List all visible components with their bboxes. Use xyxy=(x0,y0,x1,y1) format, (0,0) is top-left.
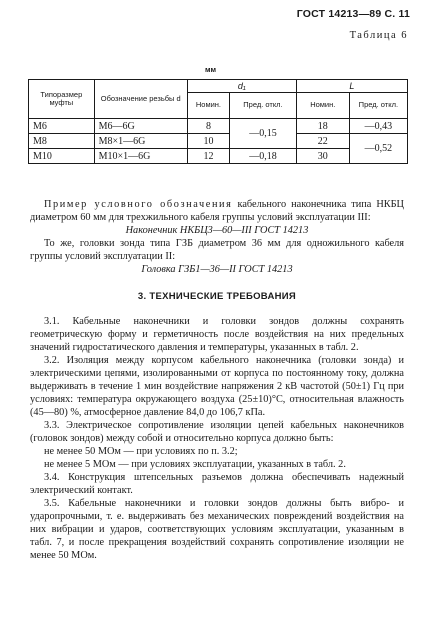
header-thread: Обозначение резьбы d xyxy=(94,80,187,119)
header-d1-tol: Пред. откл. xyxy=(230,93,297,119)
section-title: 3. ТЕХНИЧЕСКИЕ ТРЕБОВАНИЯ xyxy=(137,291,297,302)
cell-L-nom: 18 xyxy=(296,119,349,134)
cell-L-tol-merged: —0,52 xyxy=(349,134,407,164)
cell-size: М10 xyxy=(29,149,95,164)
header-L-tol: Пред. откл. xyxy=(349,93,407,119)
document-body xyxy=(30,198,404,562)
cell-L-nom: 30 xyxy=(296,149,349,164)
example-label: Наконечник НКБЦ3—60—III ГОСТ 14213 xyxy=(125,225,309,236)
table-row xyxy=(29,134,408,149)
spec-table xyxy=(28,79,408,164)
paragraph-3-3-a: не менее 50 МОм — при условиях по п. 3.2; xyxy=(44,446,238,457)
example-text: кабельного наконечника типа НКБЦ диаметром 60 мм для трехжильного кабеля группы условий эксплуатации III: xyxy=(30,199,404,223)
cell-d1-nom: 8 xyxy=(187,119,229,134)
example-heading: Пример условного обозначения xyxy=(44,199,233,210)
header-d1-nom: Номин. xyxy=(187,93,229,119)
cell-d1-tol: —0,18 xyxy=(230,149,297,164)
table-units: мм xyxy=(205,65,217,74)
paragraph-3-2: 3.2. Изоляция между корпусом кабельного наконечника (головки зонда) и электрическими цепями, изолированными от корпуса по постоянному току, должна выдерживать в течение 1 мин воздействие напряжения 2 кВ частотой (50±1) Гц при условиях: температура окружающего воздуха (25±10)°С, относительная влажность (45—80) %, атмосферное давление 84,0 до 106,7 кПа. xyxy=(30,355,404,418)
header-L: L xyxy=(296,80,407,93)
cell-size: М6 xyxy=(29,119,95,134)
cell-thread: М10×1—6G xyxy=(94,149,187,164)
cell-L-tol: —0,43 xyxy=(349,119,407,134)
paragraph-3-1: 3.1. Кабельные наконечники и головки зондов должны сохранять геометрическую форму и герметичность после воздействия на них предельных значений гидростатического давления и температуры, указанных в табл. 2. xyxy=(30,316,404,353)
paragraph-3-4: 3.4. Конструкция штепсельных разъемов должна обеспечивать надежный электрический контакт. xyxy=(30,472,404,496)
header-d1: d₁ xyxy=(187,80,296,93)
paragraph-3-5: 3.5. Кабельные наконечники и головки зондов должны быть вибро- и ударопрочными, т. е. выдерживать без механических повреждений воздействия на них вибрации и ударов, соответствующих условиям эксплуатации, указанным в табл. 7, и после прекращения воздействий сохранять сопротивление изоляции не менее 50 МОм. xyxy=(30,498,404,561)
header-size: Типоразмер муфты xyxy=(29,80,95,119)
paragraph-3-3: 3.3. Электрическое сопротивление изоляции цепей кабельных наконечников (головок зондов) между собой и относительно корпуса должно быть: xyxy=(30,420,404,444)
cell-thread: М6—6G xyxy=(94,119,187,134)
cell-d1-nom: 10 xyxy=(187,134,229,149)
cell-size: М8 xyxy=(29,134,95,149)
cell-L-nom: 22 xyxy=(296,134,349,149)
paragraph-3-3-b: не менее 5 МОм — при условиях эксплуатации, указанных в табл. 2. xyxy=(44,459,346,470)
same-label: Головка ГЗБ1—36—II ГОСТ 14213 xyxy=(141,264,293,275)
header-L-nom: Номин. xyxy=(296,93,349,119)
cell-d1-tol-merged: —0,15 xyxy=(230,119,297,149)
table-header-row xyxy=(29,80,408,93)
page-header: ГОСТ 14213—89 С. 11 xyxy=(296,8,410,20)
table-title: Таблица 6 xyxy=(349,30,408,41)
cell-d1-nom: 12 xyxy=(187,149,229,164)
same-paragraph: То же, головки зонда типа ГЗБ диаметром 36 мм для одножильного кабеля группы условий эксплуатации II: xyxy=(30,238,404,262)
example-paragraph xyxy=(30,198,404,224)
table-row xyxy=(29,119,408,134)
cell-thread: М8×1—6G xyxy=(94,134,187,149)
